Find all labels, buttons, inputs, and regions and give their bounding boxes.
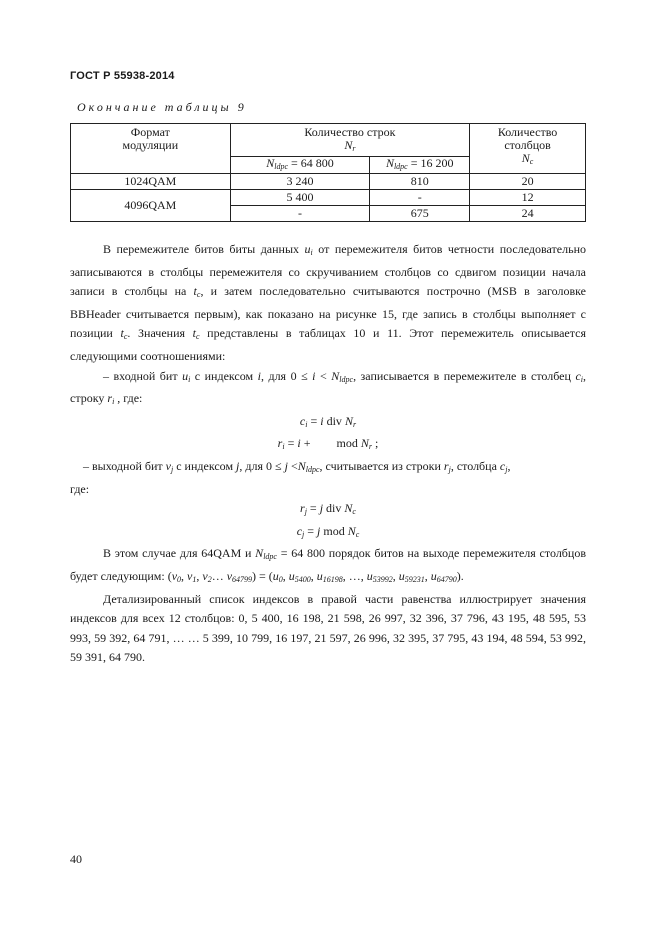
formula-rj: $r_j = j$ div $N_c$: [300, 501, 356, 517]
body-text: [70, 240, 586, 668]
cell-columns: 12: [470, 190, 586, 206]
page-number: 40: [70, 852, 82, 866]
header-columns-line1: Количество: [497, 125, 558, 139]
cell-format: 1024QAM: [71, 174, 231, 190]
paragraph-output-bit: – выходной бит $v_j$ с индексом j, для $0 \le j <N_{ldpc}$, считывается из строки $r_j$, столбца $c_j$,: [83, 458, 511, 474]
cell-rows-16200: 675: [370, 206, 470, 222]
table-row: [71, 174, 586, 190]
header-format: [71, 124, 231, 174]
subheader-64800: $N_{ldpc} = 64$ 800: [230, 157, 370, 174]
formula-cj: $c_j = j$ mod $N_c$: [296, 523, 360, 539]
cell-rows-64800: -: [230, 206, 370, 222]
formula-ri: $r_i = i$ + mod $N_r$ ;: [277, 436, 379, 452]
header-rows: Количество строк $N_r$: [230, 124, 469, 157]
table-caption: Окончание таблицы 9: [77, 100, 247, 114]
table-row: [71, 190, 586, 206]
formula-ci: $c_i = i$ div $N_r$: [299, 413, 357, 429]
paragraph-64qam: В этом случае для 64QAM и $N_{ldpc} = 64$ 800 порядок битов на выходе перемежителя столбцов будет следующим: ($v_0$, $v_1$, $v_2\dots$ $v_{64799}) = (u_0$, $u_{5400}$, $u_{16198}$, …, $u_{53992}$, $u_{59231}$, $u_{64790}$).: [70, 546, 586, 584]
header-rows-title: Количество строк: [304, 125, 396, 139]
cell-rows-64800: 3 240: [230, 174, 370, 190]
subheader-16200: $N_{ldpc} = 16$ 200: [370, 157, 470, 174]
header-columns-symbol: N: [521, 151, 530, 165]
header-format-line2: модуляции: [122, 138, 179, 152]
header-columns-line2: столбцов: [504, 138, 551, 152]
document-header: ГОСТ Р 55938-2014: [70, 70, 175, 82]
cell-format: 4096QAM: [71, 190, 231, 222]
cell-rows-16200: -: [370, 190, 470, 206]
cell-rows-16200: 810: [370, 174, 470, 190]
header-format-line1: Формат: [130, 125, 170, 139]
paragraph-1: В перемежителе битов биты данных $u_i$ от перемежителя битов четности последовательно записываются в столбцы перемежителя со скручиванием столбцов со сдвигом позиции начала записи в столбцы на $t_c$, и затем последовательно считываются построчно (MSB в заголовке BBHeader считывается первым), как показано на рисунке 15, где запись в столбцы выполняет с позиции $t_c$. Значения $t_c$ представлены в таблицах 10 и 11. Этот перемежитель описывается следующими соотношениями:: [70, 242, 586, 363]
paragraph-index-list: Детализированный список индексов в правой части равенства иллюстрирует значения индексов для всех 12 столбцов: 0, 5 400, 16 198, 21 598, 26 997, 32 396, 37 796, 43 195, 48 595, 53 993, 59 392, 64 791, … … 5 399, 10 799, 16 197, 21 597, 26 996, 32 395, 37 795, 43 194, 48 594, 53 992, 59 391, 64 790.: [70, 591, 586, 665]
cell-columns: 24: [470, 206, 586, 222]
header-rows-symbol: N: [344, 138, 353, 152]
cell-rows-64800: 5 400: [230, 190, 370, 206]
cell-columns: 20: [470, 174, 586, 190]
paragraph-where: где:: [70, 481, 90, 496]
header-columns: Количество столбцов $N_c$: [470, 124, 586, 174]
paragraph-input-bit: – входной бит $u_i$ с индексом i, для $0 \le i < N_{ldpc}$, записывается в перемежителе в столбец $c_i$, строку $r_i$ , где:: [70, 368, 586, 407]
table-9: [70, 123, 586, 222]
